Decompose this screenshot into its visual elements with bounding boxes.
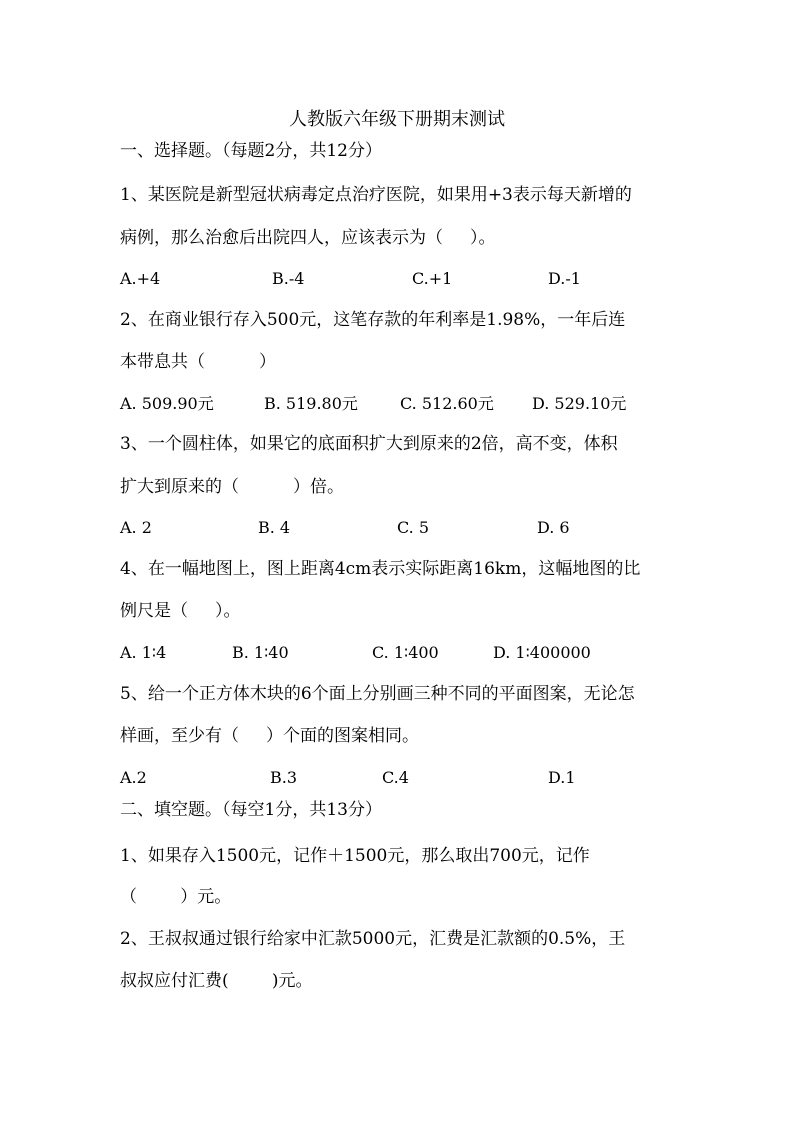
option-a: A.+4 [120,269,161,288]
question-2-text-line-2: 本带息共（ ） [120,352,277,372]
question-5-text-line-1: 5、给一个正方体木块的6个面上分别画三种不同的平面图案，无论怎 [120,684,635,704]
question-5-text-line-2: 样画，至少有（ ）个面的图案相同。 [120,726,420,746]
option-c: C.+1 [412,269,453,288]
question-3-options [120,517,680,539]
option-a: A. 1∶4 [120,643,167,662]
question-1-options [120,268,680,290]
option-a: A. 509.90元 [120,394,214,413]
section-1-heading: 一、选择题。（每题2分，共12分） [120,141,382,161]
fill-question-2-text-line-1: 2、王叔叔通过银行给家中汇款5000元，汇费是汇款额的0.5%，王 [120,929,626,949]
option-d: D. 6 [537,518,570,537]
option-b: B. 1∶40 [232,643,289,662]
option-d: D.-1 [548,269,581,288]
question-3-text-line-1: 3、一个圆柱体，如果它的底面积扩大到原来的2倍，高不变，体积 [120,434,618,454]
option-a: A.2 [120,768,147,787]
page-title: 人教版六年级下册期末测试 [289,109,505,130]
question-1-text-line-2: 病例，那么治愈后出院四人，应该表示为（ ）。 [120,228,496,248]
fill-question-1-text-line-1: 1、如果存入1500元，记作＋1500元，那么取出700元，记作 [120,846,590,866]
option-b: B.3 [270,768,298,787]
option-b: B.-4 [272,269,305,288]
option-a: A. 2 [120,518,152,537]
option-c: C. 1∶400 [372,643,439,662]
option-c: C. 512.60元 [400,394,494,413]
option-b: B. 4 [258,518,291,537]
option-d: D. 1∶400000 [493,643,591,662]
question-5-options [120,767,680,789]
question-2-text-line-1: 2、在商业银行存入500元，这笔存款的年利率是1.98%，一年后连 [120,310,626,330]
option-b: B. 519.80元 [264,394,358,413]
fill-question-2-text-line-2: 叔叔应付汇费( )元。 [120,971,313,991]
question-1-text-line-1: 1、某医院是新型冠状病毒定点治疗医院，如果用+3表示每天新增的 [120,185,632,205]
question-4-options [120,642,680,664]
fill-question-1-text-line-2: （ ）元。 [120,887,232,907]
option-c: C.4 [382,768,409,787]
option-d: D.1 [548,768,576,787]
question-2-options [120,393,680,415]
option-d: D. 529.10元 [532,394,627,413]
question-4-text-line-2: 例尺是（ ）。 [120,601,241,621]
question-4-text-line-1: 4、在一幅地图上，图上距离4cm表示实际距离16km，这幅地图的比 [120,559,641,579]
question-3-text-line-2: 扩大到原来的（ ）倍。 [120,477,345,497]
option-c: C. 5 [397,518,430,537]
section-2-heading: 二、填空题。（每空1分，共13分） [120,800,382,820]
